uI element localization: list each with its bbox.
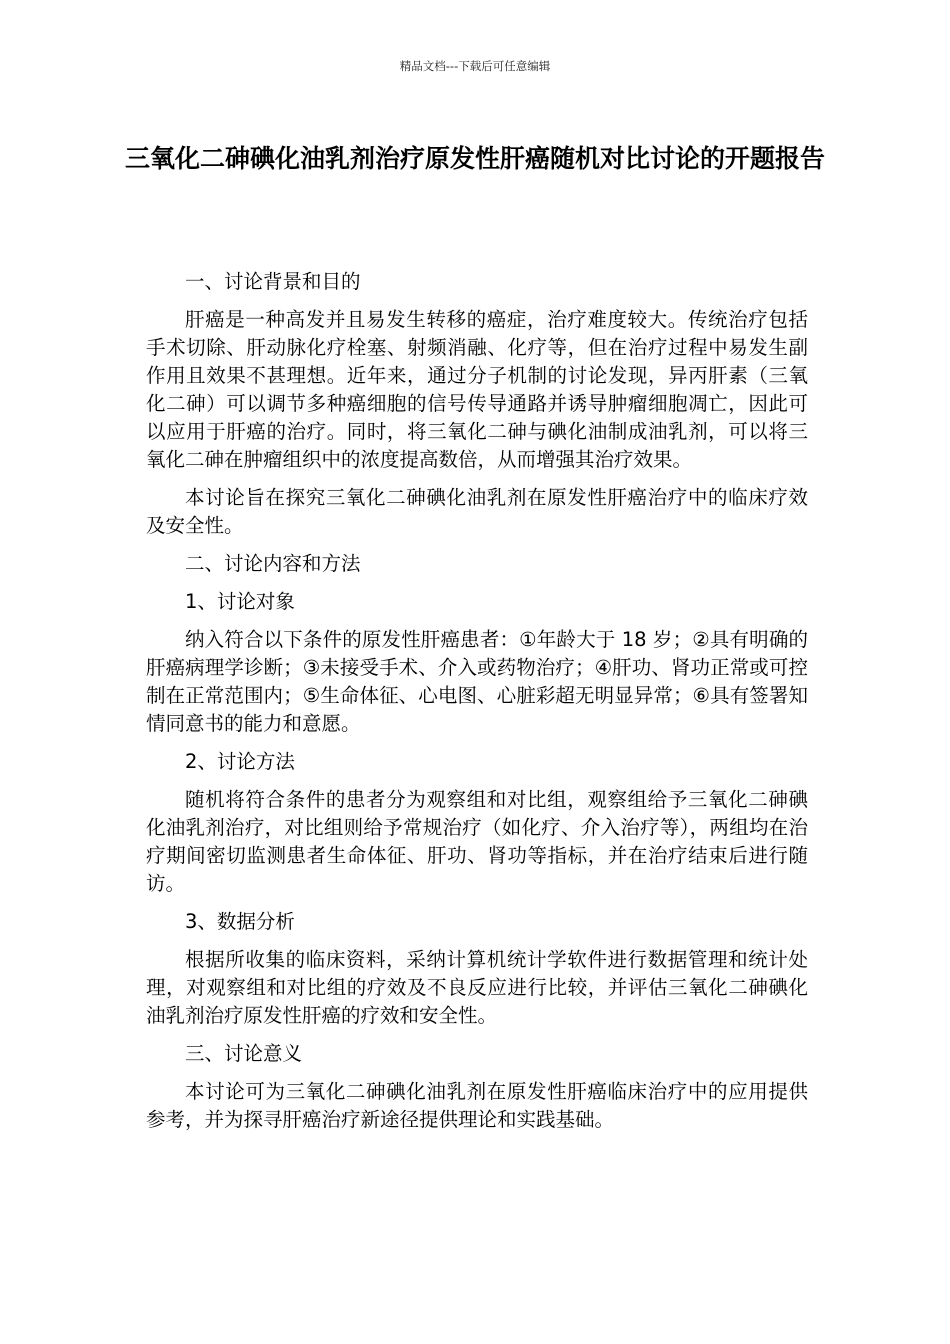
paragraph-aim: 本讨论旨在探究三氧化二砷碘化油乳剂在原发性肝癌治疗中的临床疗效及安全性。 [146,486,808,537]
paragraph-methods: 随机将符合条件的患者分为观察组和对比组，观察组给予三氧化二砷碘化油乳剂治疗，对比组则给予常规治疗（如化疗、介入治疗等），两组均在治疗期间密切监测患者生命体征、肝功、肾功等指标，并在治疗结束后进行随访。 [146,788,808,895]
paragraph-significance: 本讨论可为三氧化二砷碘化油乳剂在原发性肝癌临床治疗中的应用提供参考，并为探寻肝癌治疗新途径提供理论和实践基础。 [146,1080,808,1131]
subheading-data-analysis: 3、数据分析 [185,910,295,933]
section-heading-background: 一、讨论背景和目的 [185,270,361,293]
section-heading-significance: 三、讨论意义 [185,1042,303,1065]
subheading-methods: 2、讨论方法 [185,750,295,773]
section-heading-content-methods: 二、讨论内容和方法 [185,552,361,575]
document-title: 三氧化二砷碘化油乳剂治疗原发性肝癌随机对比讨论的开题报告 [124,144,825,173]
paragraph-subjects: 纳入符合以下条件的原发性肝癌患者：①年龄大于 18 岁；②具有明确的肝癌病理学诊断；③未接受手术、介入或药物治疗；④肝功、肾功正常或可控制在正常范围内；⑤生命体征、心电图、心脏彩超无明显异常；⑥具有签署知情同意书的能力和意愿。 [146,628,808,735]
header-note: 精品文档---下载后可任意编辑 [399,59,551,73]
paragraph-background: 肝癌是一种高发并且易发生转移的癌症，治疗难度较大。传统治疗包括手术切除、肝动脉化疗栓塞、射频消融、化疗等，但在治疗过程中易发生副作用且效果不甚理想。近年来，通过分子机制的讨论发现，异丙肝素（三氧化二砷）可以调节多种癌细胞的信号传导通路并诱导肿瘤细胞凋亡，因此可以应用于肝癌的治疗。同时，将三氧化二砷与碘化油制成油乳剂，可以将三氧化二砷在肿瘤组织中的浓度提高数倍，从而增强其治疗效果。 [146,308,808,471]
document-body [146,268,808,1144]
subheading-subjects: 1、讨论对象 [185,590,295,613]
paragraph-data-analysis: 根据所收集的临床资料，采纳计算机统计学软件进行数据管理和统计处理，对观察组和对比组的疗效及不良反应进行比较，并评估三氧化二砷碘化油乳剂治疗原发性肝癌的疗效和安全性。 [146,948,808,1027]
